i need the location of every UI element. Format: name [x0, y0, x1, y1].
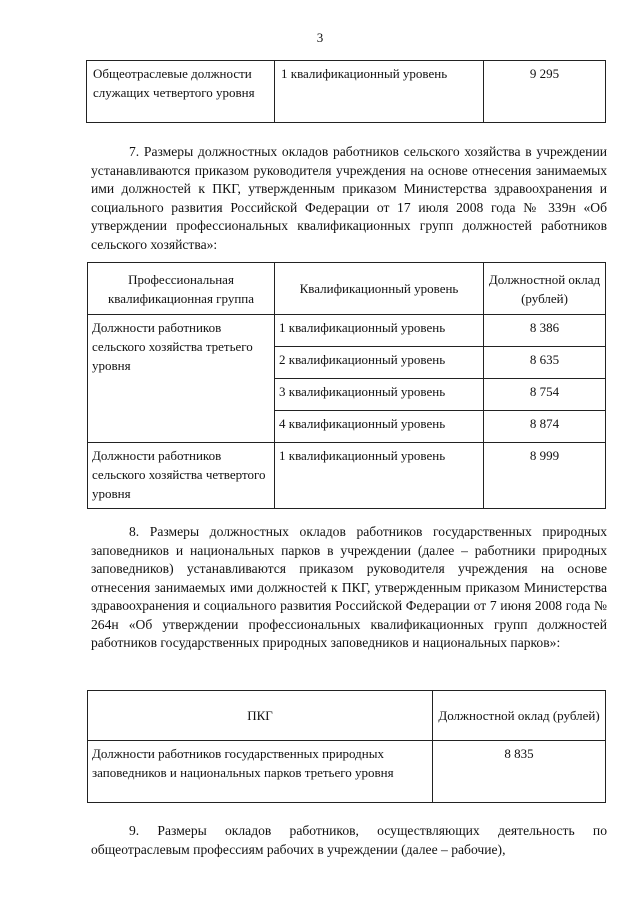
column-header-pkg: ПКГ — [88, 691, 433, 741]
agriculture-salary-table — [87, 262, 606, 509]
paragraph-7: 7. Размеры должностных окладов работников сельского хозяйства в учреждении устанавливаются приказом руководителя учреждения на основе отнесения занимаемых ими должностей к ПКГ, утвержденным приказом Министерства здравоохранения и социального развития Российской Федерации от 17 июля 2008 года № 339н «Об утверждении профессиональных квалификационных групп должностей работников сельского хозяйства»: — [91, 144, 607, 252]
salary-cell: 8 999 — [484, 443, 606, 509]
qualification-level-cell: 1 квалификационный уровень — [275, 315, 484, 347]
salary-cell: 8 386 — [484, 315, 606, 347]
table-row — [88, 741, 606, 803]
qualification-level-cell: 3 квалификационный уровень — [275, 379, 484, 411]
salary-cell: 8 635 — [484, 347, 606, 379]
qualification-level-cell: 4 квалификационный уровень — [275, 411, 484, 443]
qualification-level-cell: 2 квалификационный уровень — [275, 347, 484, 379]
continued-salary-table — [86, 60, 606, 123]
qualification-group-cell: Должности работников сельского хозяйства четвертого уровня — [88, 443, 275, 509]
qualification-group-cell: Должности работников государственных природных заповедников и национальных парков третьего уровня — [88, 741, 433, 803]
table-row — [88, 443, 606, 509]
page-number: 3 — [316, 30, 324, 45]
salary-cell: 8 835 — [433, 741, 606, 803]
column-header-salary: Должностной оклад (рублей) — [484, 263, 606, 315]
paragraph-9: 9. Размеры окладов работников, осуществляющих деятельность по общеотраслевым профессиям рабочих в учреждении (далее – рабочие), — [91, 823, 607, 857]
salary-cell: 9 295 — [484, 61, 606, 123]
column-header-group: Профессиональная квалификационная группа — [88, 263, 275, 315]
paragraph-8: 8. Размеры должностных окладов работников государственных природных заповедников и национальных парков в учреждении (далее – работники природных заповедников) устанавливаются приказом руководителя учреждения на основе отнесения занимаемых ими должностей к ПКГ, утвержденным приказом Министерства здравоохранения и социального развития Российской Федерации от 7 июня 2008 года № 264н «Об утверждении профессиональных квалификационных групп должностей работников государственных природных заповедников и национальных парков»: — [91, 524, 607, 650]
table-row — [88, 315, 606, 347]
column-header-level: Квалификационный уровень — [275, 263, 484, 315]
table-row — [87, 61, 606, 123]
column-header-salary: Должностной оклад (рублей) — [433, 691, 606, 741]
salary-cell: 8 874 — [484, 411, 606, 443]
reserves-salary-table — [87, 690, 606, 803]
qualification-level-cell: 1 квалификационный уровень — [275, 61, 484, 123]
qualification-level-cell: 1 квалификационный уровень — [275, 443, 484, 509]
salary-cell: 8 754 — [484, 379, 606, 411]
qualification-group-cell: Должности работников сельского хозяйства третьего уровня — [88, 315, 275, 443]
table-header-row — [88, 263, 606, 315]
qualification-group-cell: Общеотраслевые должности служащих четвертого уровня — [87, 61, 275, 123]
table-header-row — [88, 691, 606, 741]
